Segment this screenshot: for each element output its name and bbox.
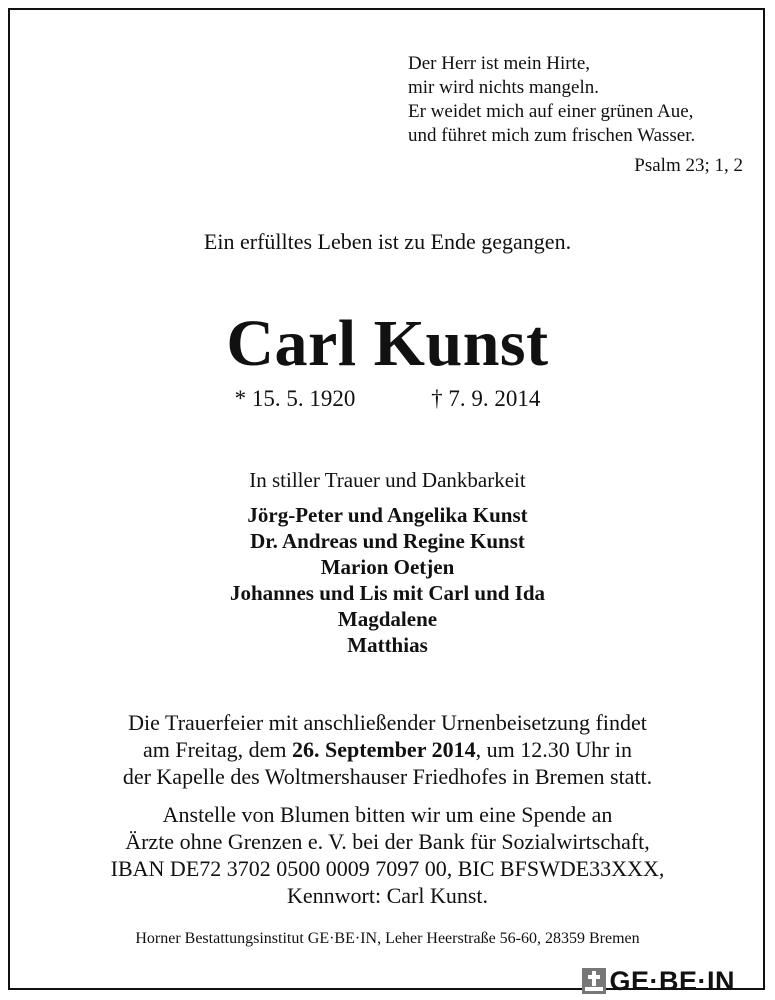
death-date: † 7. 9. 2014 <box>431 386 541 411</box>
service-info <box>0 709 775 790</box>
life-dates <box>0 384 775 414</box>
family-member: Marion Oetjen <box>320 555 455 579</box>
service-date: 26. September 2014 <box>292 737 476 762</box>
family-member: Jörg-Peter und Angelika Kunst <box>247 503 528 527</box>
birth-date: * 15. 5. 1920 <box>234 386 356 411</box>
funeral-home-logo <box>582 966 736 996</box>
service-line: der Kapelle des Woltmershauser Friedhofes in Bremen statt. <box>122 764 653 789</box>
service-line: Die Trauerfeier mit anschließender Urnenbeisetzung findet <box>128 710 647 735</box>
service-date-prefix: am Freitag, dem <box>142 737 293 762</box>
intro-text: Ein erfülltes Leben ist zu Ende gegangen. <box>203 229 572 254</box>
mourning-line: In stiller Trauer und Dankbarkeit <box>249 468 526 492</box>
psalm-line: mir wird nichts mangeln. <box>408 77 600 98</box>
psalm-line: Er weidet mich auf einer grünen Aue, <box>408 101 694 122</box>
logo-text: GE·BE·IN <box>609 965 735 996</box>
family-member: Johannes und Lis mit Carl und Ida <box>229 581 546 605</box>
family-member: Magdalene <box>337 607 438 631</box>
donation-line: Ärzte ohne Grenzen e. V. bei der Bank für Sozialwirtschaft, <box>125 829 650 854</box>
grave-cross-icon <box>582 968 606 994</box>
funeral-home-address: Horner Bestattungsinstitut GE·BE·IN, Leher Heerstraße 56-60, 28359 Bremen <box>135 930 640 947</box>
donation-line: Anstelle von Blumen bitten wir um eine Spende an <box>162 802 613 827</box>
psalm-line: und führet mich zum frischen Wasser. <box>408 125 696 146</box>
donation-line: IBAN DE72 3702 0500 0009 7097 00, BIC BFSWDE33XXX, <box>110 856 665 881</box>
service-date-suffix: , um 12.30 Uhr in <box>475 737 633 762</box>
donation-info <box>0 801 775 909</box>
family-member: Dr. Andreas und Regine Kunst <box>250 529 525 553</box>
psalm-line: Der Herr ist mein Hirte, <box>408 53 591 74</box>
donation-line: Kennwort: Carl Kunst. <box>286 883 489 908</box>
service-line-date <box>0 736 775 763</box>
family-member: Matthias <box>347 633 428 657</box>
psalm-reference: Psalm 23; 1, 2 <box>634 155 743 176</box>
deceased-name: Carl Kunst <box>226 307 549 380</box>
psalm-quote <box>408 52 744 148</box>
family-list <box>0 502 775 658</box>
